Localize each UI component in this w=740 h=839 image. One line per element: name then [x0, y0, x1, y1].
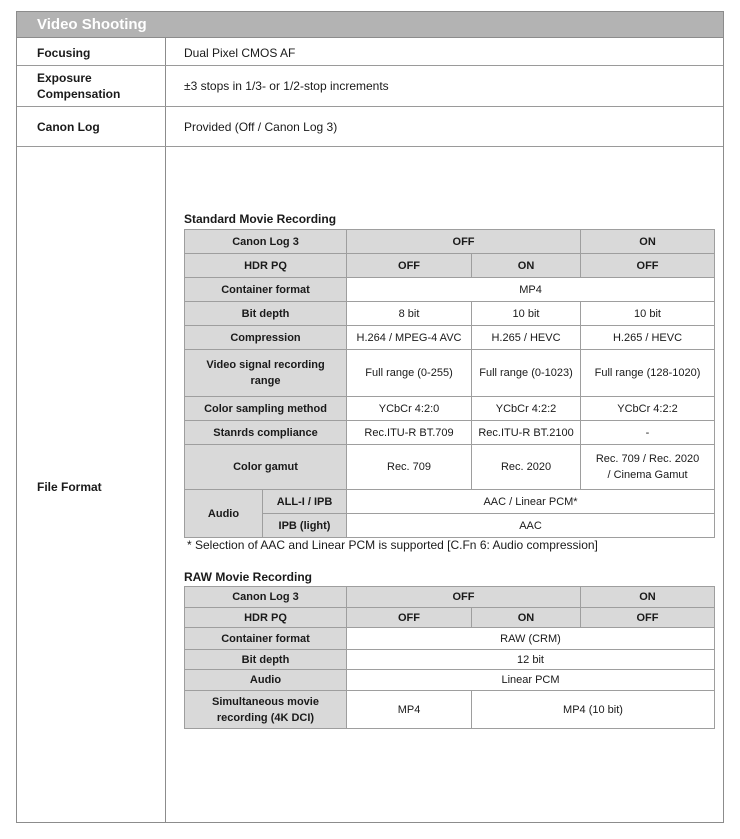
cell-value: AAC / Linear PCM* [347, 490, 715, 514]
cell-c1: OFF [347, 608, 472, 628]
label-line1: Video signal recording [206, 359, 325, 371]
cell-c1: 8 bit [347, 302, 472, 326]
cell-label: Canon Log 3 [185, 587, 347, 608]
row-label: Canon Log [37, 120, 100, 134]
row-audio-ipb-light [185, 514, 715, 538]
cell-c1: Rec.ITU-R BT.709 [347, 421, 472, 445]
cell-c2: ON [472, 608, 581, 628]
cell-value: Linear PCM [347, 670, 715, 691]
row-label-line2: Compensation [37, 87, 121, 101]
cell-c3: OFF [581, 608, 715, 628]
section-title: Video Shooting [37, 16, 147, 33]
row-label: Focusing [37, 46, 91, 60]
cell-value: RAW (CRM) [347, 628, 715, 650]
cell-label: Container format [185, 628, 347, 650]
cell-off: OFF [347, 230, 581, 254]
row-focusing [17, 38, 723, 66]
standard-movie-table [184, 229, 715, 538]
cell-sub-label: ALL-I / IPB [263, 490, 347, 514]
cell-audio-label: Audio [185, 490, 263, 538]
cell-c1: OFF [347, 254, 472, 278]
row-color-sampling [185, 397, 715, 421]
cell-label: HDR PQ [185, 254, 347, 278]
raw-movie-table [184, 586, 715, 729]
cell-c2: Rec.ITU-R BT.2100 [472, 421, 581, 445]
row-color-gamut [185, 445, 715, 490]
cell-on: ON [581, 230, 715, 254]
cell-label: Color gamut [185, 445, 347, 490]
column-divider [165, 38, 166, 822]
cell-c3: OFF [581, 254, 715, 278]
cell-label: Color sampling method [185, 397, 347, 421]
row-hdr-pq [185, 608, 715, 628]
cell-value: 12 bit [347, 650, 715, 670]
cell-label: Bit depth [185, 302, 347, 326]
raw-movie-title: RAW Movie Recording [184, 570, 313, 584]
cell-c1: Rec. 709 [347, 445, 472, 490]
cell-c2: YCbCr 4:2:2 [472, 397, 581, 421]
cell-label [185, 691, 347, 729]
section-header [17, 12, 723, 38]
cell-on: ON [581, 587, 715, 608]
row-bit-depth [185, 650, 715, 670]
row-compression [185, 326, 715, 350]
cell-c2: 10 bit [472, 302, 581, 326]
cell-c1: H.264 / MPEG-4 AVC [347, 326, 472, 350]
standard-movie-title: Standard Movie Recording [184, 212, 337, 226]
cell-c3: 10 bit [581, 302, 715, 326]
value-line1: Rec. 709 / Rec. 2020 [595, 453, 700, 465]
row-value: ±3 stops in 1/3- or 1/2-stop increments [184, 79, 389, 93]
cell-label [185, 350, 347, 397]
row-value: Provided (Off / Canon Log 3) [184, 120, 338, 134]
cell-c3: H.265 / HEVC [581, 326, 715, 350]
row-canon-log-3 [185, 587, 715, 608]
cell-label: Container format [185, 278, 347, 302]
row-canon-log [17, 107, 723, 147]
cell-sub-label: IPB (light) [263, 514, 347, 538]
row-exposure-compensation [17, 66, 723, 107]
row-signal-range [185, 350, 715, 397]
row-label [37, 70, 120, 102]
cell-c2: ON [472, 254, 581, 278]
label-line1: Simultaneous movie [212, 695, 319, 708]
cell-c1: Full range (0-255) [347, 350, 472, 397]
row-bit-depth [185, 302, 715, 326]
row-container-format [185, 278, 715, 302]
row-audio-alli [185, 490, 715, 514]
label-line2: range [250, 375, 281, 387]
cell-c3 [581, 445, 715, 490]
cell-c1: MP4 [347, 691, 472, 729]
cell-label: Stanrds compliance [185, 421, 347, 445]
row-canon-log-3 [185, 230, 715, 254]
row-simultaneous-recording [185, 691, 715, 729]
cell-label: Canon Log 3 [185, 230, 347, 254]
cell-c3: Full range (128-1020) [581, 350, 715, 397]
cell-c2: MP4 (10 bit) [472, 691, 715, 729]
audio-footnote: * Selection of AAC and Linear PCM is supported [C.Fn 6: Audio compression] [187, 538, 598, 552]
cell-label: Bit depth [185, 650, 347, 670]
cell-value: MP4 [347, 278, 715, 302]
cell-c2: Full range (0-1023) [472, 350, 581, 397]
cell-c1: YCbCr 4:2:0 [347, 397, 472, 421]
cell-c3: - [581, 421, 715, 445]
row-label-line1: Exposure [37, 71, 92, 85]
row-value: Dual Pixel CMOS AF [184, 46, 296, 60]
cell-c3: YCbCr 4:2:2 [581, 397, 715, 421]
row-label: File Format [37, 480, 102, 494]
cell-label: Audio [185, 670, 347, 691]
row-audio [185, 670, 715, 691]
cell-label: Compression [185, 326, 347, 350]
cell-value: AAC [347, 514, 715, 538]
label-line2: recording (4K DCI) [216, 711, 315, 724]
row-container-format [185, 628, 715, 650]
row-standards-compliance [185, 421, 715, 445]
cell-label: HDR PQ [185, 608, 347, 628]
cell-c2: H.265 / HEVC [472, 326, 581, 350]
value-line2: / Cinema Gamut [607, 469, 688, 481]
row-hdr-pq [185, 254, 715, 278]
cell-c2: Rec. 2020 [472, 445, 581, 490]
cell-off: OFF [347, 587, 581, 608]
row-file-format [17, 147, 165, 822]
